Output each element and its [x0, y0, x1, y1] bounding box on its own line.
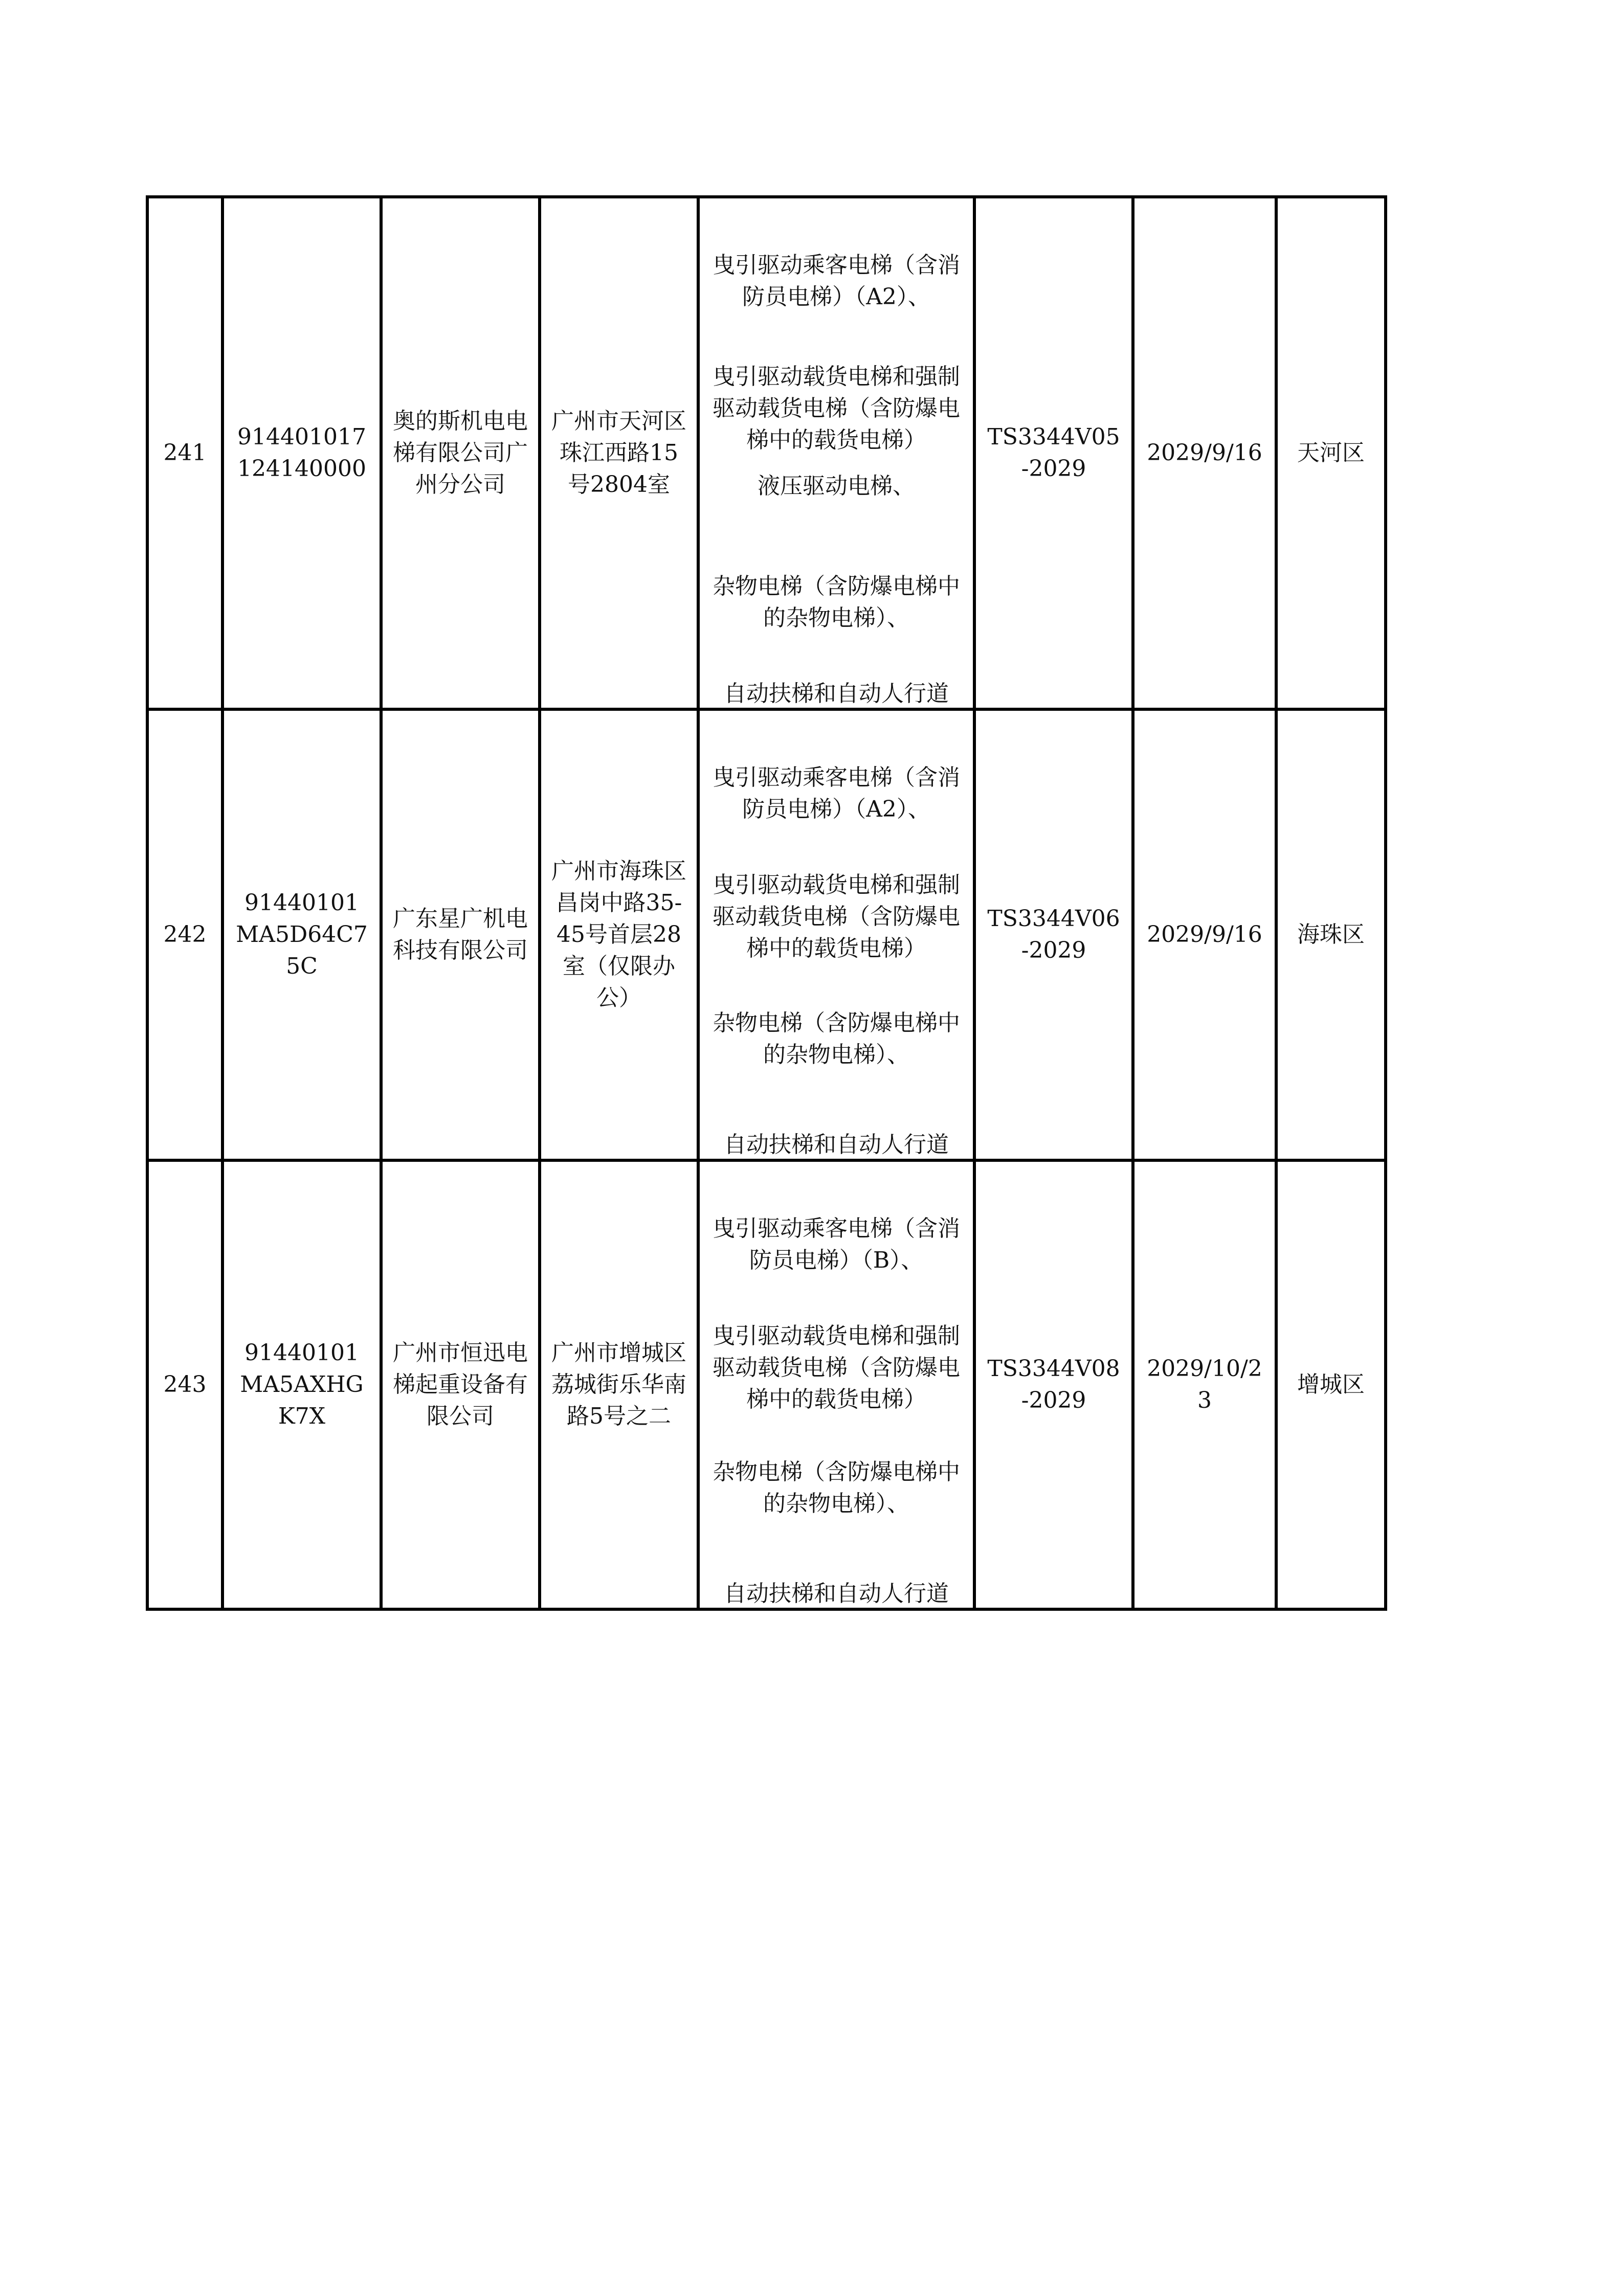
- credit-code: 914401017124140000: [237, 424, 366, 482]
- company-cell: [381, 1160, 540, 1609]
- cert-number: TS3344V06-2029: [987, 906, 1120, 963]
- index-cell: [147, 1160, 223, 1609]
- cert-number-cell: [974, 1160, 1133, 1609]
- expiry-date: 2029/9/16: [1147, 440, 1262, 466]
- district-cell: [1276, 709, 1386, 1160]
- district: 海珠区: [1297, 921, 1365, 948]
- index-cell: [147, 197, 223, 709]
- license-table: [146, 195, 1387, 1611]
- expiry-cell: [1133, 709, 1276, 1160]
- company-address: 广州市海珠区昌岗中路35-45号首层28室（仅限办公）: [551, 858, 686, 1011]
- table-row: [147, 197, 1386, 709]
- company-name: 奥的斯机电电梯有限公司广州分公司: [393, 408, 528, 498]
- scope-cell: [698, 197, 974, 709]
- expiry-cell: [1133, 1160, 1276, 1609]
- scope-item: 杂物电梯（含防爆电梯中的杂物电梯）、: [713, 1010, 960, 1068]
- cert-number: TS3344V08-2029: [987, 1356, 1120, 1413]
- index-cell: [147, 709, 223, 1160]
- row-index: 242: [163, 921, 207, 948]
- scope-item: 曳引驱动载货电梯和强制驱动载货电梯（含防爆电梯中的载货电梯）: [713, 364, 960, 453]
- scope-item: 自动扶梯和自动人行道: [724, 1581, 949, 1607]
- scope-item: 曳引驱动乘客电梯（含消防员电梯）（B）、: [713, 1215, 960, 1273]
- row-index: 241: [163, 440, 207, 466]
- row-index: 243: [163, 1371, 207, 1398]
- expiry-date: 2029/9/16: [1147, 921, 1262, 948]
- credit-code-cell: [223, 197, 381, 709]
- cert-number-cell: [974, 709, 1133, 1160]
- company-cell: [381, 197, 540, 709]
- scope-item: 曳引驱动载货电梯和强制驱动载货电梯（含防爆电梯中的载货电梯）: [713, 872, 960, 961]
- address-cell: [540, 709, 698, 1160]
- scope-item: 曳引驱动载货电梯和强制驱动载货电梯（含防爆电梯中的载货电梯）: [713, 1323, 960, 1412]
- district: 天河区: [1297, 440, 1365, 466]
- table-row: [147, 709, 1386, 1160]
- credit-code-cell: [223, 709, 381, 1160]
- district-cell: [1276, 197, 1386, 709]
- scope-cell: [698, 1160, 974, 1609]
- company-cell: [381, 709, 540, 1160]
- scope-item: 自动扶梯和自动人行道: [724, 681, 949, 707]
- company-address: 广州市增城区荔城街乐华南路5号之二: [551, 1340, 686, 1429]
- company-name: 广州市恒迅电梯起重设备有限公司: [393, 1340, 528, 1429]
- scope-item: 杂物电梯（含防爆电梯中的杂物电梯）、: [713, 1459, 960, 1517]
- company-name: 广东星广机电科技有限公司: [393, 906, 528, 963]
- scope-cell: [698, 709, 974, 1160]
- district-cell: [1276, 1160, 1386, 1609]
- address-cell: [540, 1160, 698, 1609]
- scope-item: 液压驱动电梯、: [758, 473, 915, 499]
- table-row: [147, 1160, 1386, 1609]
- credit-code-cell: [223, 1160, 381, 1609]
- scope-item: 曳引驱动乘客电梯（含消防员电梯）（A2）、: [713, 764, 960, 822]
- expiry-date: 2029/10/23: [1147, 1356, 1262, 1413]
- company-address: 广州市天河区珠江西路15号2804室: [551, 408, 686, 498]
- cert-number: TS3344V05-2029: [987, 424, 1120, 482]
- scope-item: 自动扶梯和自动人行道: [724, 1132, 949, 1158]
- address-cell: [540, 197, 698, 709]
- scope-item: 杂物电梯（含防爆电梯中的杂物电梯）、: [713, 573, 960, 631]
- expiry-cell: [1133, 197, 1276, 709]
- scope-item: 曳引驱动乘客电梯（含消防员电梯）（A2）、: [713, 252, 960, 310]
- district: 增城区: [1297, 1371, 1365, 1398]
- credit-code: 91440101MA5AXHGK7X: [240, 1340, 364, 1429]
- cert-number-cell: [974, 197, 1133, 709]
- credit-code: 91440101MA5D64C75C: [236, 890, 368, 979]
